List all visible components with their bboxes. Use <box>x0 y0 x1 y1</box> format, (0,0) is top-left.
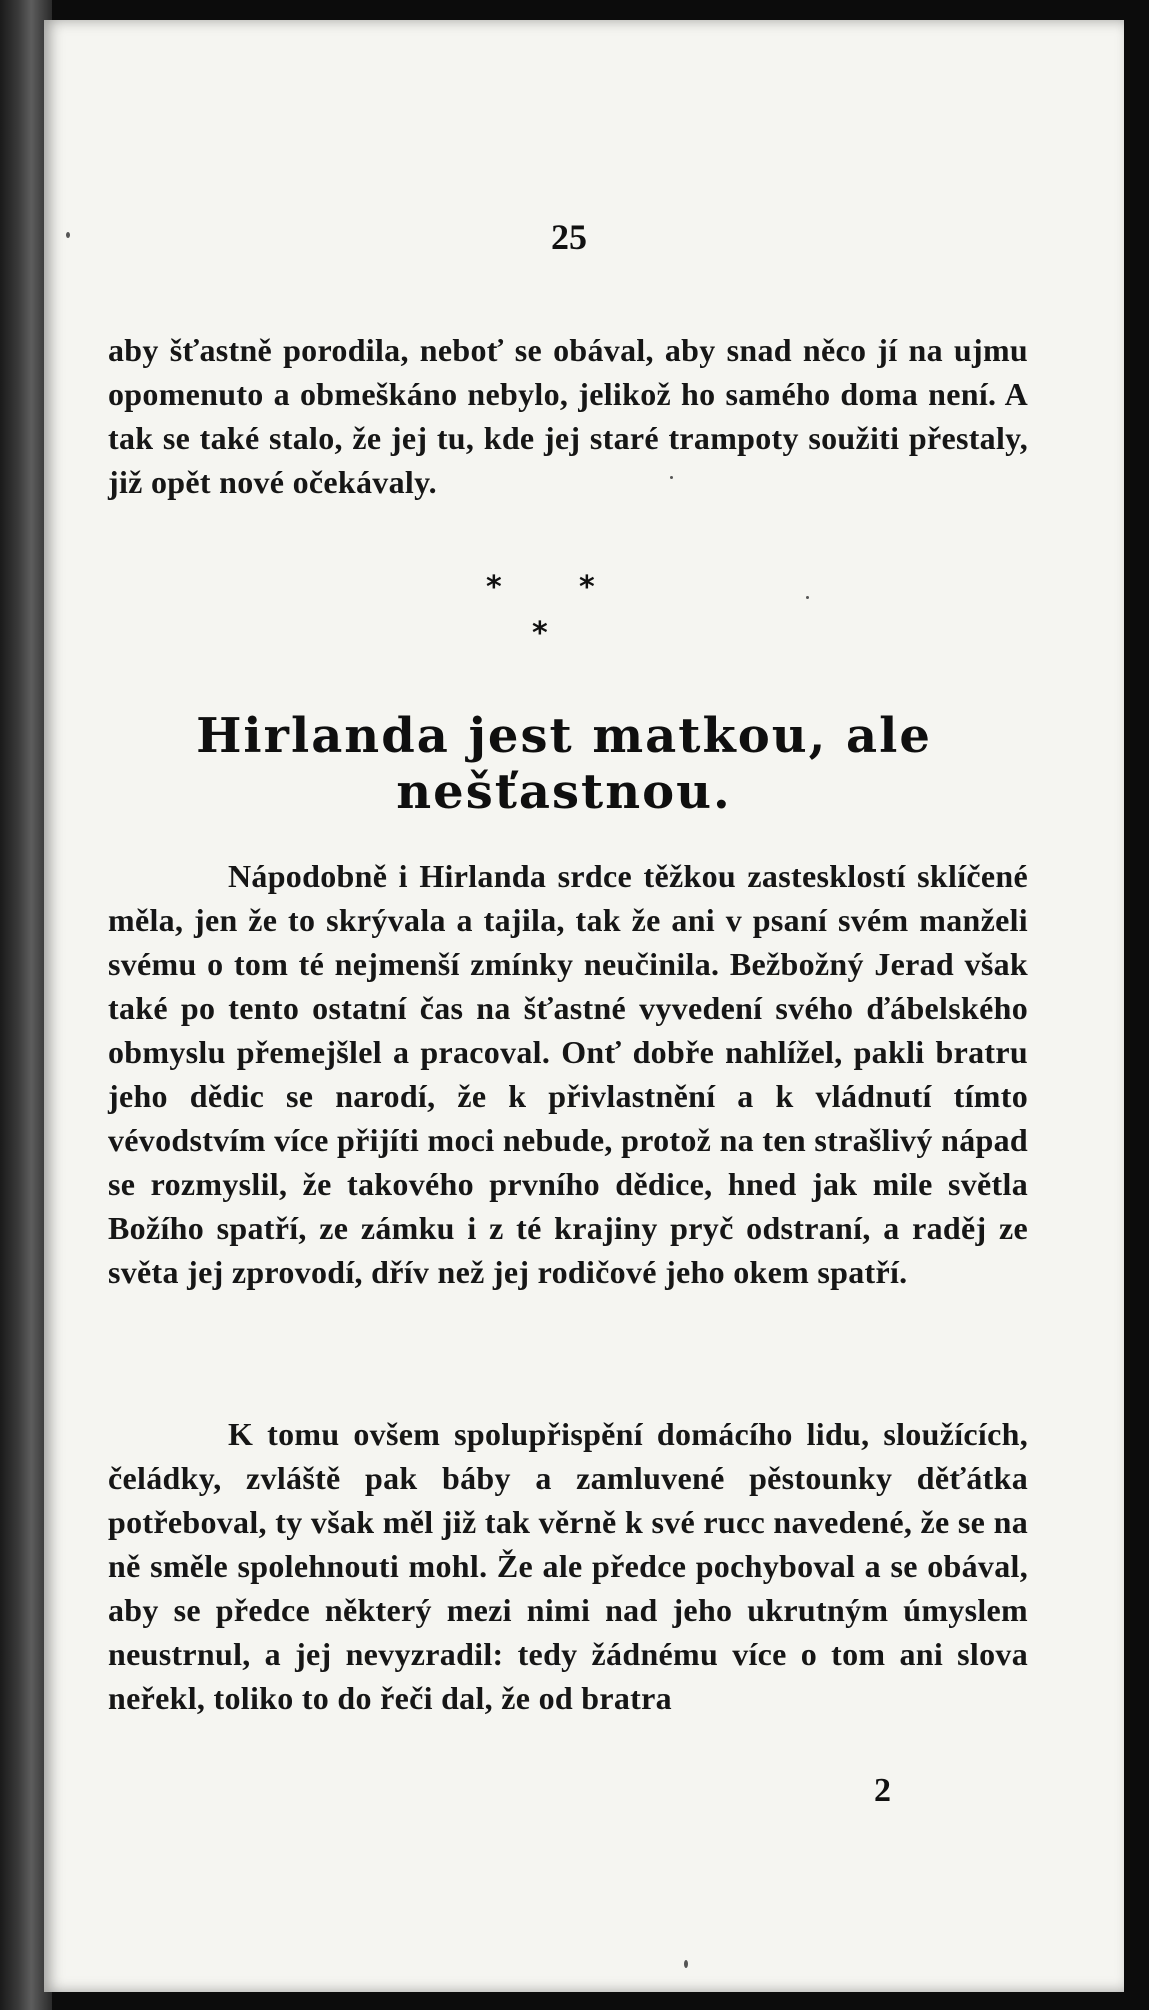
paragraph-2: Nápodobně i Hirlanda srdce těžkou zastesklostí sklíčené měla, jen že to skrývala a tajila, tak že ani v psaní svém manželi svému o tom té nejmenší zmínky neučinila. Bežbožný Jerad však také po tento ostatní čas na šťastné vyvedení svého ďábelského obmyslu přemejšlel a pracoval. Onť dobře nahlížel, pakli bratru jeho dědic se narodí, že k přivlastnění a k vládnutí tímto vévodstvím více přijíti moci nebude, protož na ten strašlivý nápad se rozmyslil, že takového prvního dědice, hned jak mile světla Božího spatří, ze zámku i z té krajiny pryč odstraní, a raděj ze světa jej zprovodí, dřív než jej rodičové jeho okem spatří. <box>108 858 1028 1290</box>
paper-page <box>44 20 1124 1992</box>
signature-mark: 2 <box>874 1772 891 1809</box>
asterisk-1: * <box>486 570 502 605</box>
paragraph-1: aby šťastně porodila, neboť se obával, aby snad něco jí na ujmu opomenuto a obmeškáno nebylo, jelikož ho samého doma není. A tak se také stalo, že jej tu, kde jej staré trampoty soužiti přestaly, již opět nové očekávaly. <box>108 332 1028 500</box>
asterisk-3: * <box>532 616 548 651</box>
asterisk-2: * <box>579 570 595 605</box>
paper-speck <box>684 1960 688 1968</box>
page-number: 25 <box>551 217 587 257</box>
paper-speck <box>66 232 70 238</box>
asterism-divider <box>464 570 644 660</box>
section-heading: Hirlanda jest matkou, ale nešťastnou. <box>196 708 932 820</box>
paper-speck <box>670 476 673 479</box>
paragraph-3: K tomu ovšem spolupřispění domácího lidu, sloužících, čeládky, zvláště pak báby a zamluvené pěstounky děťátka potřeboval, ty však měl již tak věrně k své rucc navedené, že se na ně směle spolehnouti mohl. Že ale předce pochyboval a se obával, aby se předce některý mezi nimi nad jeho ukrutným úmyslem neustrnul, a jej nevyzradil: tedy žádnému více o tom ani slova neřekl, toliko to do řeči dal, že od bratra <box>108 1416 1028 1716</box>
paper-speck <box>806 596 809 599</box>
